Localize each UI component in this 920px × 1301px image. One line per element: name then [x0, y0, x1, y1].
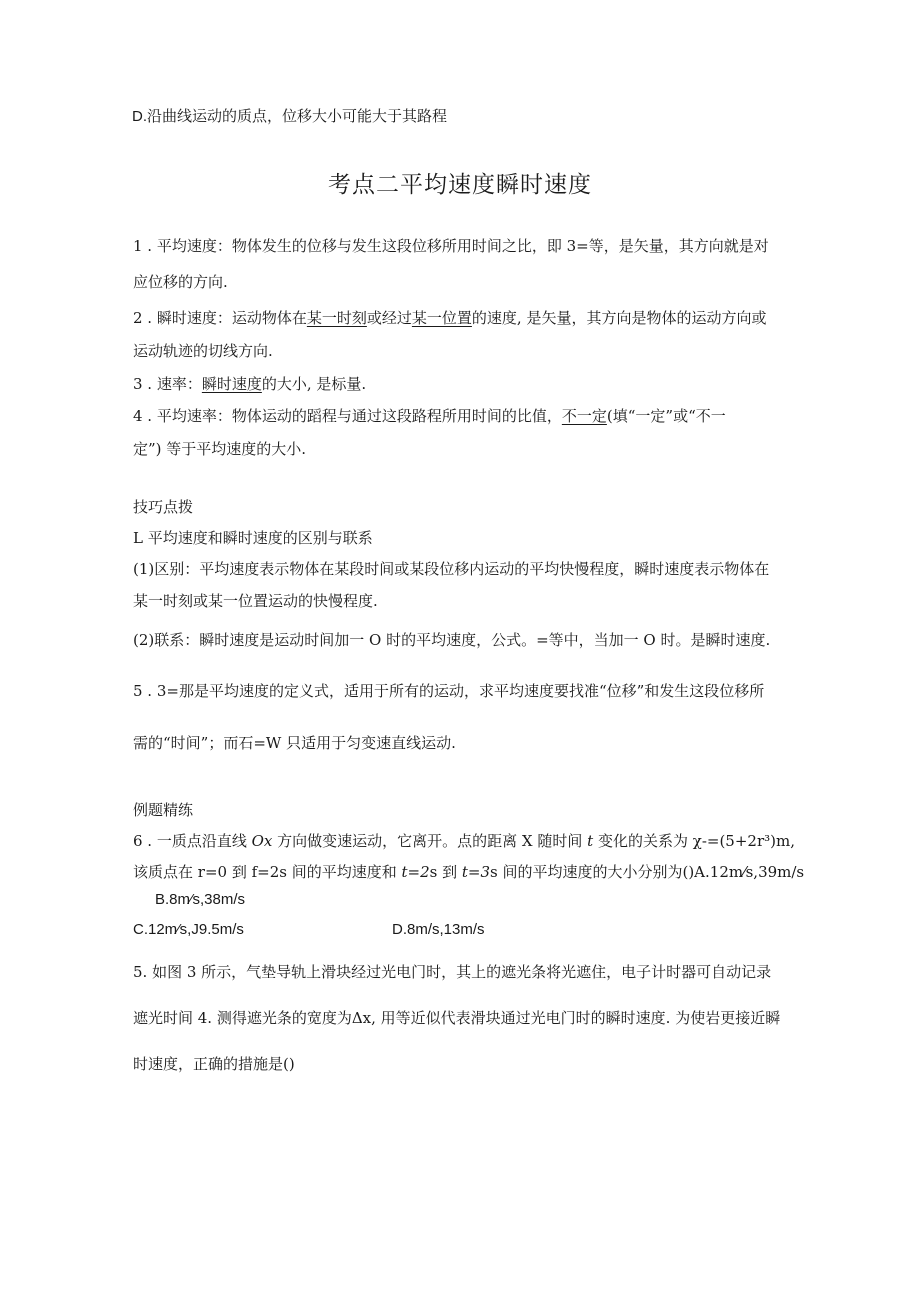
question-5-line-2: 遮光时间 4. 测得遮光条的宽度为Δx, 用等近似代表滑块通过光电门时的瞬时速度. 为使岩更接近瞬	[133, 1009, 781, 1027]
point-1-line-2: 应位移的方向.	[133, 273, 228, 291]
tips-1-line-1: (1)区别：平均速度表示物体在某段时间或某段位移内运动的平均快慢程度，瞬时速度表示物体在	[133, 560, 770, 578]
tips-2: (2)联系：瞬时速度是运动时间加一 O 时的平均速度，公式。=等中，当加一 O 时。是瞬时速度.	[133, 631, 771, 649]
tips-heading: 技巧点拨	[133, 498, 194, 516]
examples-heading: 例题精练	[133, 801, 194, 819]
blank-position: 某一位置	[411, 309, 472, 327]
question-6-option-c: C.12m⁄s,J9.5m/s	[133, 921, 244, 938]
question-6-line-2: 该质点在 r=0 到 f=2s 间的平均速度和 t=2s 到 t=3s 间的平均速度的大小分别为()A.12m⁄s,39m/s	[133, 863, 805, 881]
tips-1-line-2: 某一时刻或某一位置运动的快慢程度.	[133, 592, 378, 610]
question-6-line-1: 6 . 一质点沿直线 Ox 方向做变速运动，它离开。点的距离 X 随时间 t 变化的关系为 χ-=(5+2r³)m,	[133, 832, 795, 850]
point-2-line-1: 2 . 瞬时速度：运动物体在某一时刻或经过某一位置的速度, 是矢量，其方向是物体的运动方向或	[133, 309, 767, 327]
question-5-line-1: 5. 如图 3 所示，气垫导轨上滑块经过光电门时，其上的遮光条将光遮住，电子计时器可自动记录	[133, 963, 772, 981]
blank-instant-velocity: 瞬时速度	[201, 375, 262, 393]
question-6-option-d: D.8m/s,13m/s	[392, 921, 485, 938]
option-d: D.沿曲线运动的质点，位移大小可能大于其路程	[132, 108, 448, 125]
tips-l: L 平均速度和瞬时速度的区别与联系	[133, 529, 373, 547]
point-4-line-2: 定”) 等于平均速度的大小.	[133, 440, 307, 458]
section-title: 考点二平均速度瞬时速度	[328, 172, 592, 198]
question-5-line-3: 时速度，正确的措施是()	[133, 1055, 295, 1073]
question-6-option-b: B.8m⁄s,38m/s	[155, 891, 246, 908]
point-5-line-1: 5 . 3=那是平均速度的定义式，适用于所有的运动，求平均速度要找准“位移”和发生这段位移所	[133, 682, 765, 700]
point-5-line-2: 需的“时间”；而石=W 只适用于匀变速直线运动.	[133, 734, 456, 752]
blank-not-necessarily: 不一定	[561, 407, 607, 425]
point-4-line-1: 4 . 平均速率：物体运动的蹈程与通过这段路程所用时间的比值，不一定(填“一定”或“不一	[133, 407, 726, 425]
point-1-line-1: 1 . 平均速度：物体发生的位移与发生这段位移所用时间之比，即 3=等，是矢量，其方向就是对	[133, 237, 769, 255]
blank-moment: 某一时刻	[306, 309, 367, 327]
point-2-line-2: 运动轨迹的切线方向.	[133, 342, 273, 360]
point-3: 3 . 速率：瞬时速度的大小, 是标量.	[133, 375, 367, 393]
